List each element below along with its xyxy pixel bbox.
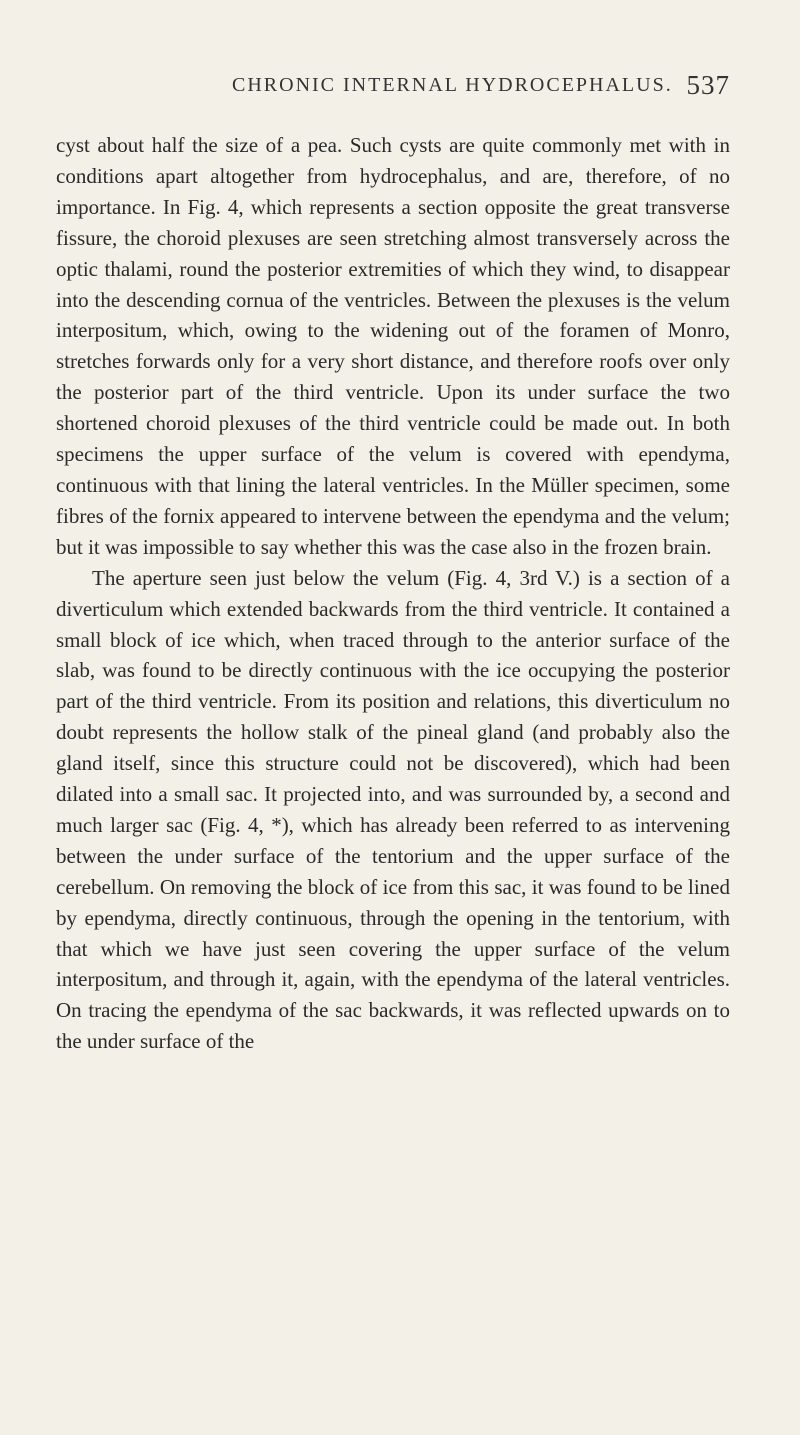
book-page — [0, 70, 800, 1435]
paragraph-1: cyst about half the size of a pea. Such cysts are quite commonly met with in conditions apart altogether from hydrocephalus, and are, therefore, of no importance. In Fig. 4, which represents a section opposite the great transverse fissure, the choroid plexuses are seen stretching almost transversely across the optic thalami, round the posterior extremities of which they wind, to disappear into the descending cornua of the ventricles. Between the plexuses is the velum interpositum, which, owing to the widening out of the foramen of Monro, stretches forwards only for a very short distance, and therefore roofs over only the posterior part of the third ventricle. Upon its under surface the two shortened choroid plexuses of the third ventricle could be made out. In both specimens the upper surface of the velum is covered with ependyma, continuous with that lining the lateral ventricles. In the Müller specimen, some fibres of the fornix appeared to intervene between the ependyma and the velum; but it was impossible to say whether this was the case also in the frozen brain. — [56, 133, 730, 559]
running-header — [56, 70, 730, 124]
body-text — [56, 130, 730, 1057]
running-title: CHRONIC INTERNAL HYDROCEPHALUS. — [232, 74, 673, 96]
page-number: 537 — [686, 70, 730, 100]
paragraph-2: The aperture seen just below the velum (Fig. 4, 3rd V.) is a section of a diverticulum which extended backwards from the third ventricle. It contained a small block of ice which, when traced through to the anterior surface of the slab, was found to be directly continuous with the ice occupying the posterior part of the third ventricle. From its position and relations, this diverticulum no doubt represents the hollow stalk of the pineal gland (and probably also the gland itself, since this structure could not be discovered), which had been dilated into a small sac. It projected into, and was surrounded by, a second and much larger sac (Fig. 4, *), which has already been referred to as intervening between the under surface of the tentorium and the upper surface of the cerebellum. On removing the block of ice from this sac, it was found to be lined by ependyma, directly continuous, through the opening in the tentorium, with that which we have just seen covering the upper surface of the velum interpositum, and through it, again, with the ependyma of the lateral ventricles. On tracing the ependyma of the sac backwards, it was reflected upwards on to the under surface of the — [56, 565, 730, 1054]
